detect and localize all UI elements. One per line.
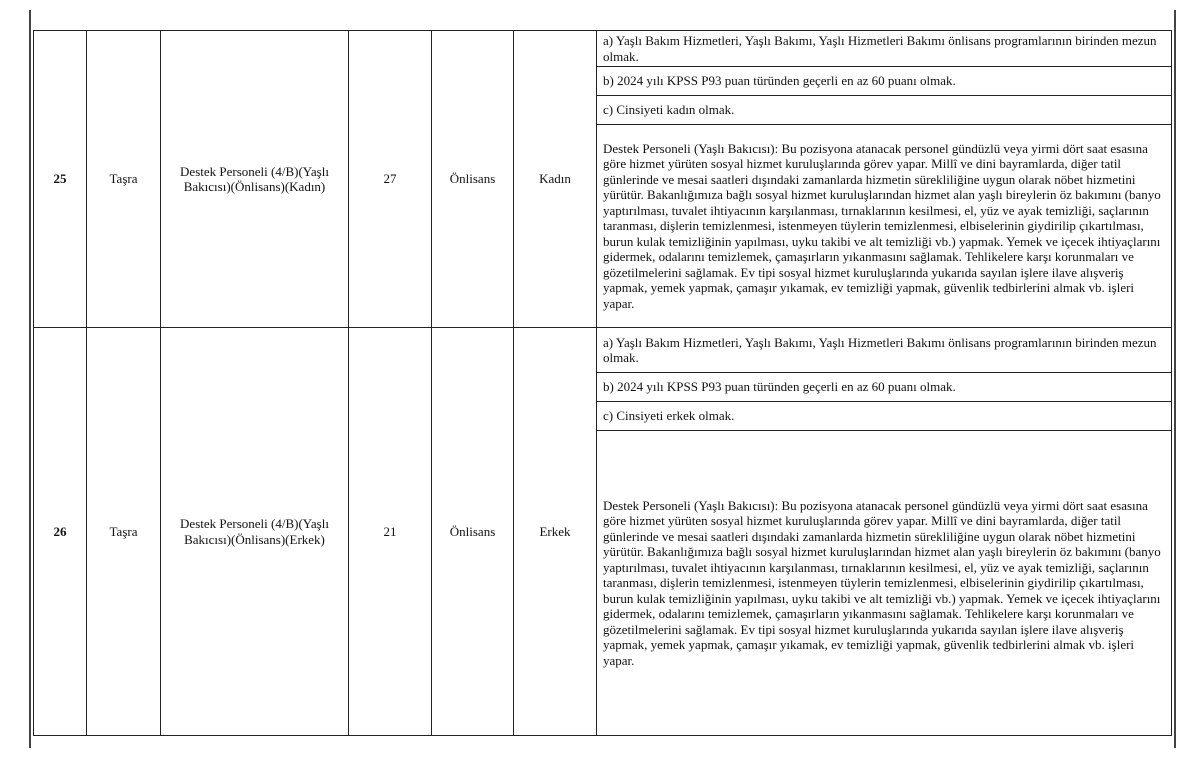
row-number: 25 [34, 31, 87, 328]
row-number: 26 [34, 328, 87, 736]
positions-table [33, 30, 1172, 736]
job-description: Destek Personeli (Yaşlı Bakıcısı): Bu pozisyona atanacak personel gündüzlü veya yirmi dört saat esasına göre hizmet yürüten sosyal hizmet kuruluşlarında görev yapar. Millî ve dini bayramlarda, diğer tatil günlerinde ve mesai saatleri dışındaki zamanlarda hizmetin sürekliliğine uygun olarak nöbet hizmetini yürütür. Bakanlığımıza bağlı sosyal hizmet kuruluşlarından hizmet alan yaşlı bireylerin öz bakımını (banyo yaptırılması, tuvalet ihtiyacının karşılanması, tırnaklarının kesilmesi, el, yüz ve ayak temizliği, saçlarının taranması, dişlerin temizlenmesi, istenmeyen tüylerin temizlenmesi, elbiselerinin giydirilip çıkartılması, burun kulak temizliğinin yapılması, uyku takibi ve alt temizliği vb.) yapmak. Yemek ve içecek ihtiyaçlarını gidermek, odalarını temizlemek, çamaşırların yıkanmasını sağlamak. Tehlikelere karşı korunmaları ve gözetilmelerini sağlamak. Ev tipi sosyal hizmet kuruluşlarında yukarıda sayılan işlere ilave alışveriş yapmak, yemek yapmak, çamaşır yıkamak, ev temizliği yapmak, güvenlik tedbirlerini almak vb. işleri yapar. [597, 125, 1172, 328]
requirement-a: a) Yaşlı Bakım Hizmetleri, Yaşlı Bakımı, Yaşlı Hizmetleri Bakımı önlisans programlarının birinden mezun olmak. [597, 31, 1172, 67]
row-location: Taşra [87, 328, 161, 736]
row-position-title: Destek Personeli (4/B)(Yaşlı Bakıcısı)(Önlisans)(Kadın) [161, 31, 349, 328]
row-gender: Erkek [514, 328, 597, 736]
table-row [34, 328, 1172, 373]
job-description: Destek Personeli (Yaşlı Bakıcısı): Bu pozisyona atanacak personel gündüzlü veya yirmi dört saat esasına göre hizmet yürüten sosyal hizmet kuruluşlarında görev yapar. Millî ve dini bayramlarda, diğer tatil günlerinde ve mesai saatleri dışındaki zamanlarda hizmetin sürekliliğine uygun olarak nöbet hizmetini yürütür. Bakanlığımıza bağlı sosyal hizmet kuruluşlarından hizmet alan yaşlı bireylerin öz bakımını (banyo yaptırılması, tuvalet ihtiyacının karşılanması, tırnaklarının kesilmesi, el, yüz ve ayak temizliği, saçlarının taranması, dişlerin temizlenmesi, istenmeyen tüylerin temizlenmesi, elbiselerinin giydirilip çıkartılması, burun kulak temizliğinin yapılması, uyku takibi ve alt temizliği vb.) yapmak. Yemek ve içecek ihtiyaçlarını gidermek, odalarını temizlemek, çamaşırların yıkanmasını sağlamak. Tehlikelere karşı korunmaları ve gözetilmelerini sağlamak. Ev tipi sosyal hizmet kuruluşlarında yukarıda sayılan işlere ilave alışveriş yapmak, yemek yapmak, çamaşır yıkamak, ev temizliği yapmak, güvenlik tedbirlerini almak vb. işleri yapar. [597, 431, 1172, 736]
requirement-a: a) Yaşlı Bakım Hizmetleri, Yaşlı Bakımı, Yaşlı Hizmetleri Bakımı önlisans programlarının birinden mezun olmak. [597, 328, 1172, 373]
table-row [34, 31, 1172, 67]
row-location: Taşra [87, 31, 161, 328]
row-position-count: 21 [349, 328, 432, 736]
requirement-b: b) 2024 yılı KPSS P93 puan türünden geçerli en az 60 puanı olmak. [597, 67, 1172, 96]
requirement-c: c) Cinsiyeti kadın olmak. [597, 96, 1172, 125]
row-education-level: Önlisans [432, 328, 514, 736]
page-right-border [1174, 10, 1176, 748]
page-left-border [29, 10, 31, 748]
row-position-count: 27 [349, 31, 432, 328]
row-position-title: Destek Personeli (4/B)(Yaşlı Bakıcısı)(Önlisans)(Erkek) [161, 328, 349, 736]
row-gender: Kadın [514, 31, 597, 328]
row-education-level: Önlisans [432, 31, 514, 328]
requirement-c: c) Cinsiyeti erkek olmak. [597, 402, 1172, 431]
requirement-b: b) 2024 yılı KPSS P93 puan türünden geçerli en az 60 puanı olmak. [597, 373, 1172, 402]
